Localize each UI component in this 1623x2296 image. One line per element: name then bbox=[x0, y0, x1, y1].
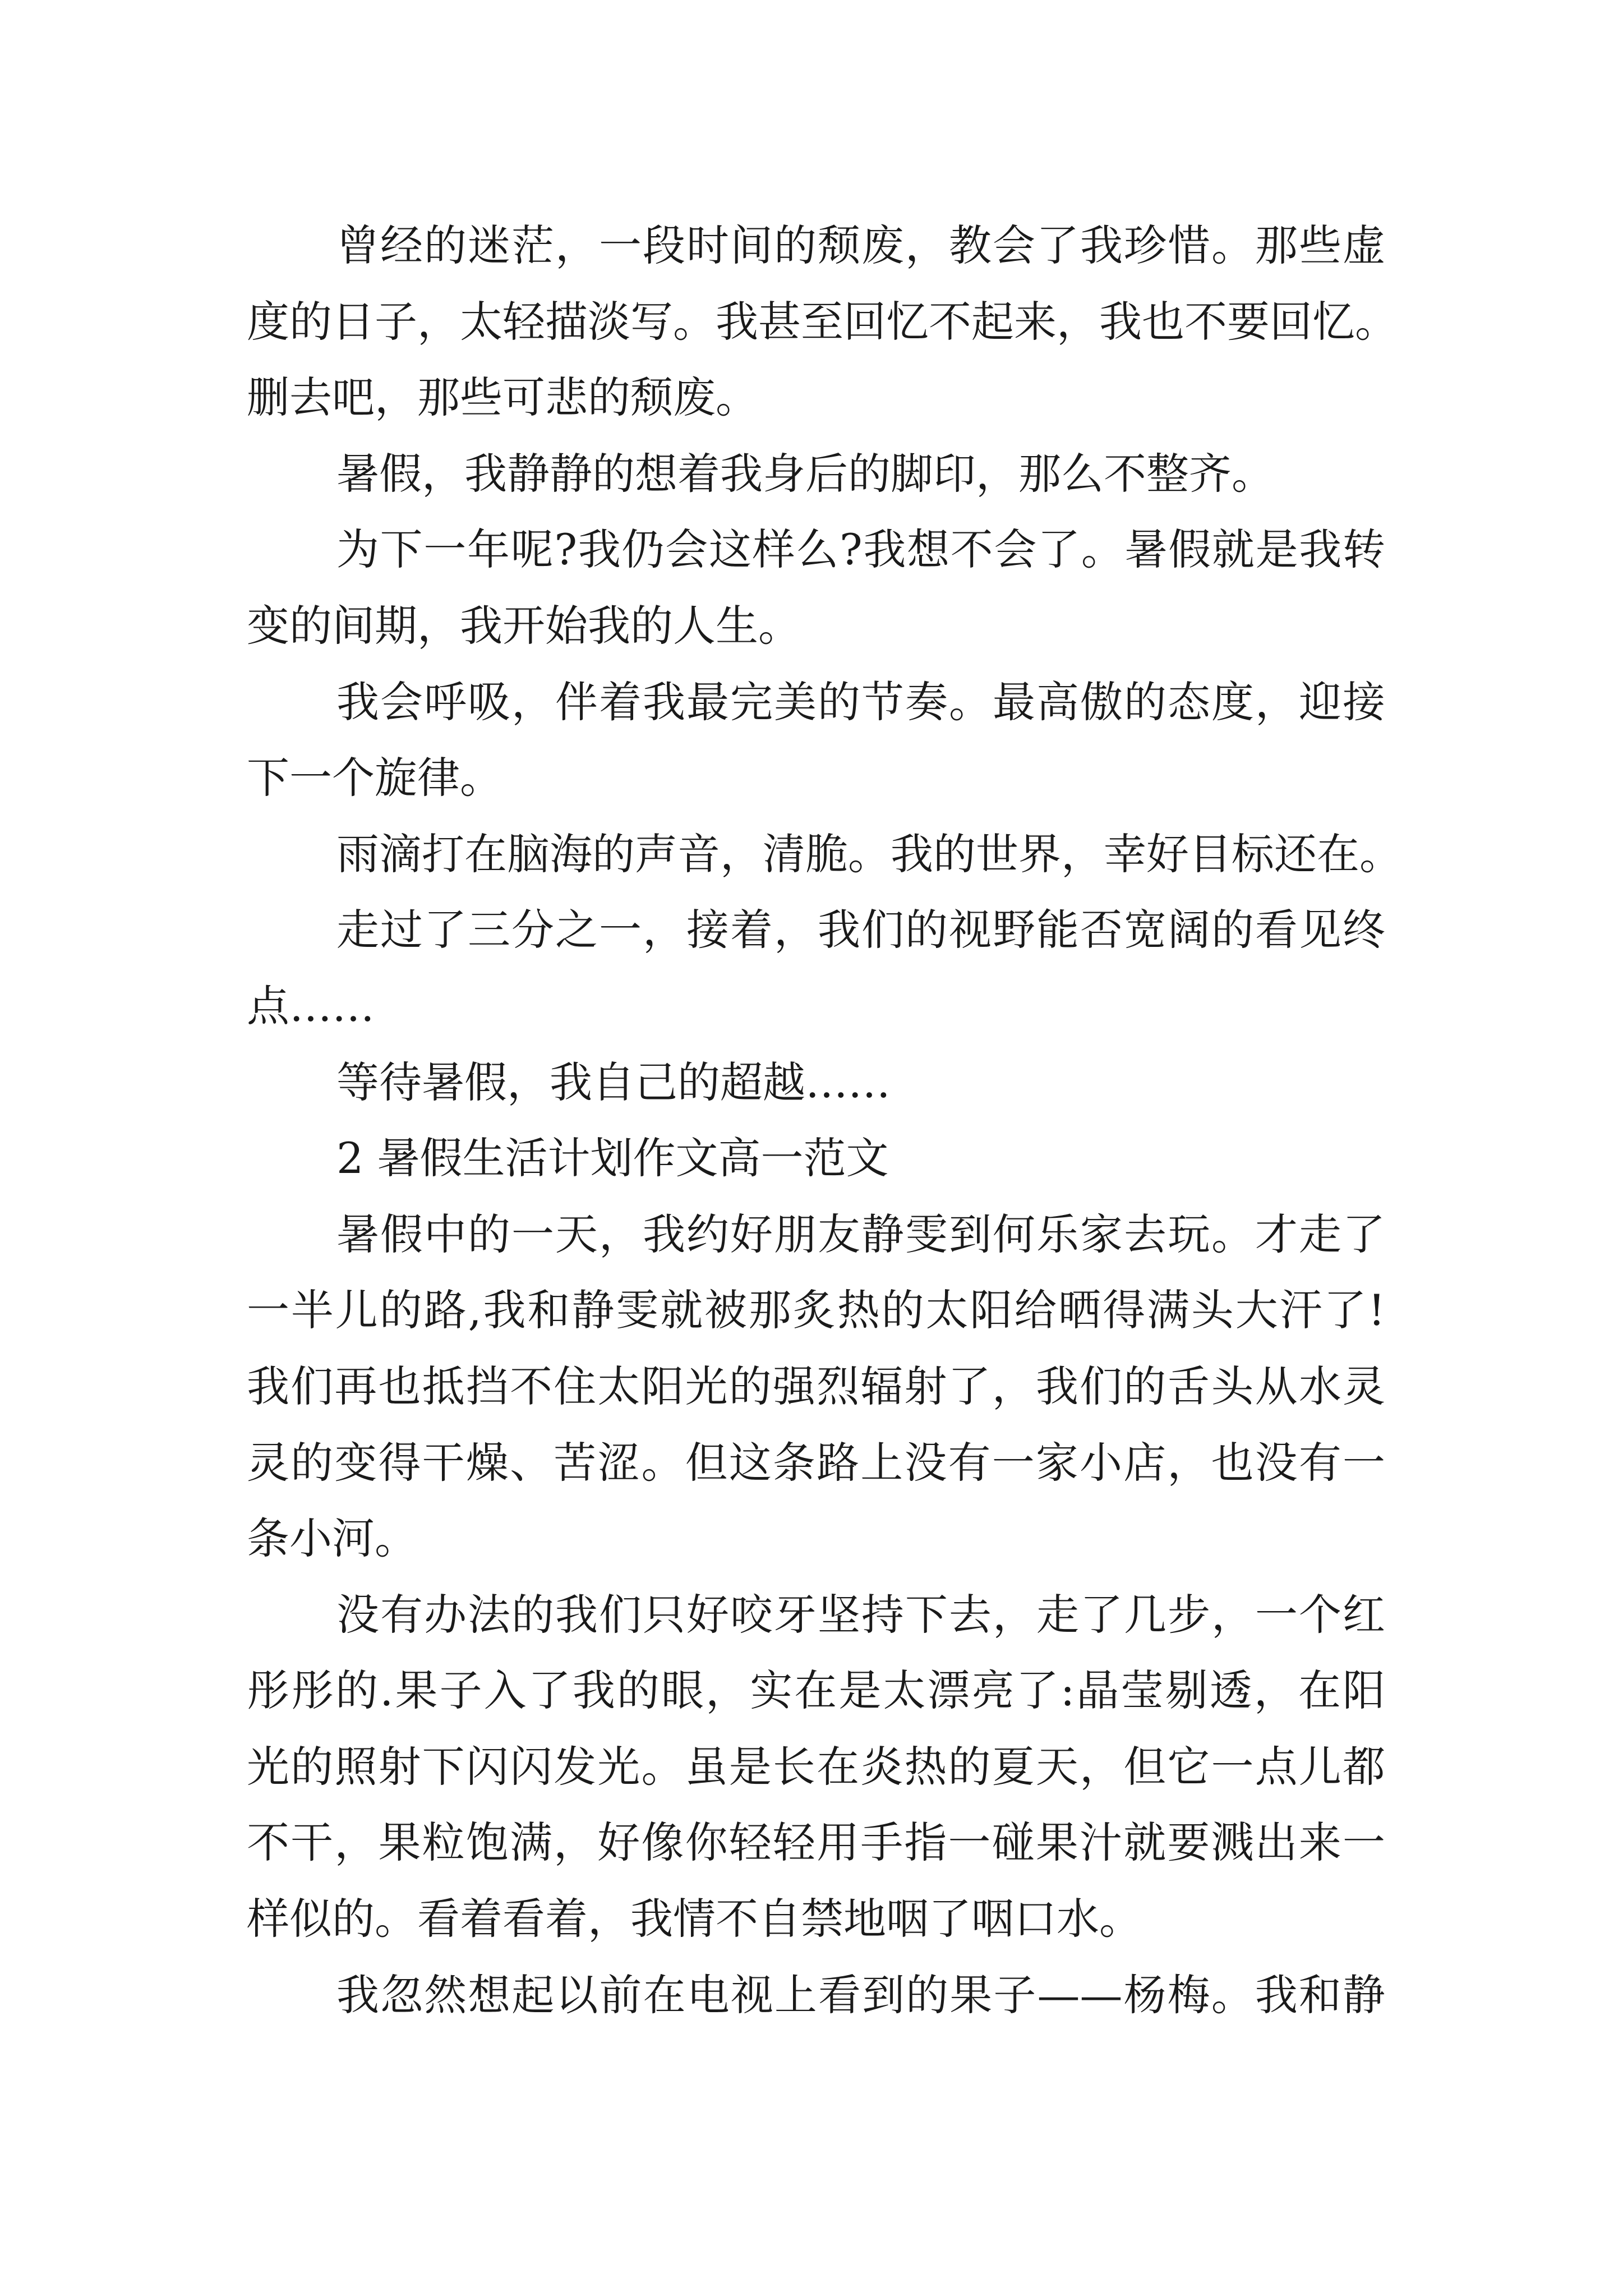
text-line: 点…… bbox=[247, 981, 375, 1031]
text-line: 雨滴打在脑海的声音，清脆。我的世界，幸好目标还在。 bbox=[336, 829, 1402, 879]
text-line: 暑假中的一天，我约好朋友静雯到何乐家去玩。才走了 bbox=[336, 1209, 1385, 1259]
text-line: 2 暑假生活计划作文高一范文 bbox=[336, 1133, 889, 1184]
text-line: 度的日子，太轻描淡写。我甚至回忆不起来，我也不要回忆。 bbox=[247, 296, 1398, 347]
text-line: 删去吧，那些可悲的颓废。 bbox=[247, 372, 758, 423]
text-line: 彤彤的.果子入了我的眼，实在是太漂亮了:晶莹剔透，在阳 bbox=[247, 1665, 1385, 1716]
text-line: 曾经的迷茫，一段时间的颓废，教会了我珍惜。那些虚 bbox=[336, 220, 1385, 270]
text-line: 我会呼吸，伴着我最完美的节奏。最高傲的态度，迎接 bbox=[336, 677, 1385, 727]
text-line: 为下一年呢?我仍会这样么?我想不会了。暑假就是我转 bbox=[336, 524, 1385, 575]
text-line: 光的照射下闪闪发光。虽是长在炎热的夏天，但它一点儿都 bbox=[247, 1741, 1385, 1792]
text-line: 等待暑假，我自己的超越…… bbox=[336, 1057, 891, 1107]
text-line: 变的间期，我开始我的人生。 bbox=[247, 600, 801, 651]
text-line: 不干，果粒饱满，好像你轻轻用手指一碰果汁就要溅出来一 bbox=[247, 1818, 1385, 1868]
document-body bbox=[247, 208, 1402, 2033]
text-line: 一半儿的路,我和静雯就被那炙热的太阳给晒得满头大汗了! bbox=[247, 1285, 1385, 1336]
text-line: 暑假，我静静的想着我身后的脚印，那么不整齐。 bbox=[336, 448, 1274, 499]
text-line: 走过了三分之一，接着，我们的视野能否宽阔的看见终 bbox=[336, 905, 1385, 955]
text-line: 样似的。看着看着，我情不自禁地咽了咽口水。 bbox=[247, 1894, 1142, 1944]
text-line: 没有办法的我们只好咬牙坚持下去，走了几步，一个红 bbox=[336, 1589, 1385, 1640]
text-line: 灵的变得干燥、苦涩。但这条路上没有一家小店，也没有一 bbox=[247, 1437, 1385, 1488]
text-line: 条小河。 bbox=[247, 1513, 417, 1564]
text-line: 我忽然想起以前在电视上看到的果子——杨梅。我和静 bbox=[336, 1970, 1385, 2020]
text-line: 我们再也抵挡不住太阳光的强烈辐射了，我们的舌头从水灵 bbox=[247, 1361, 1385, 1411]
text-line: 下一个旋律。 bbox=[247, 753, 502, 803]
